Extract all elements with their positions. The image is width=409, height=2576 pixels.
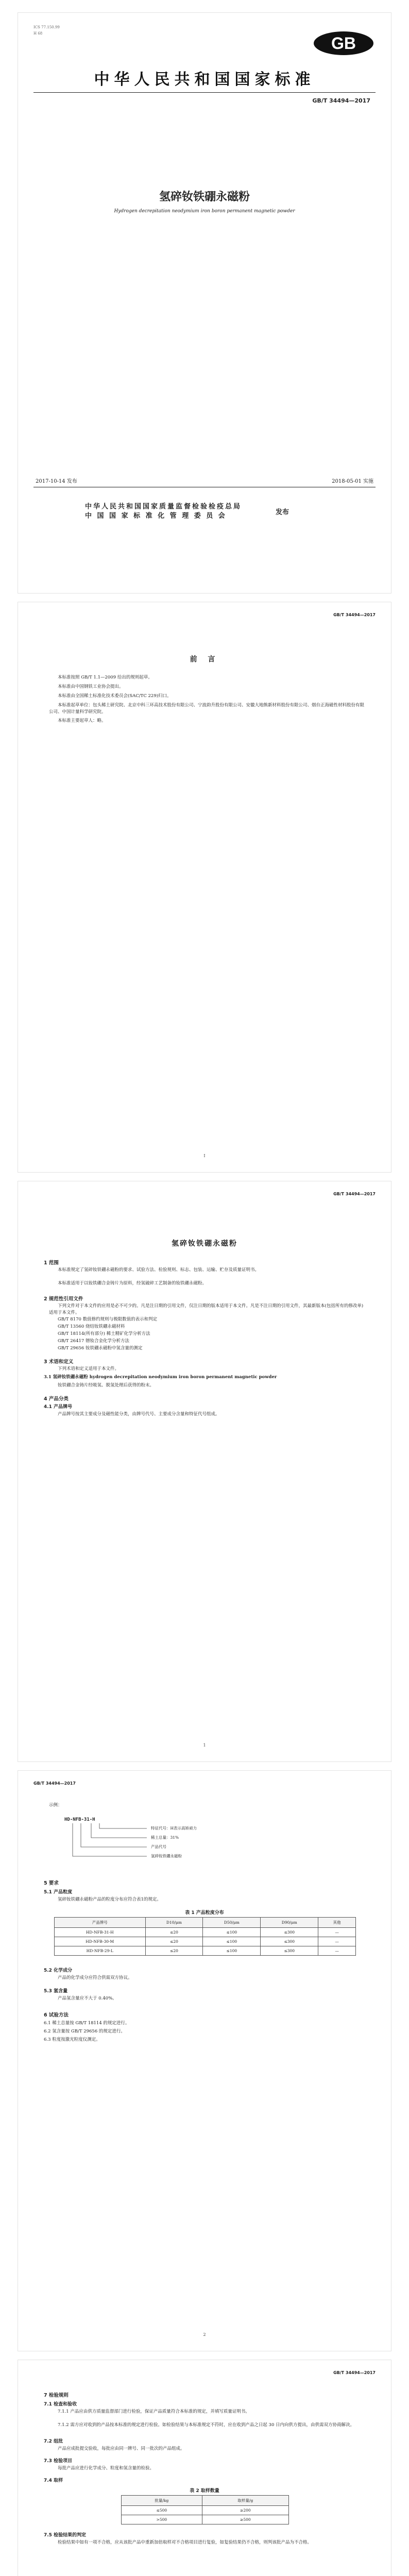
body-para: 6.3 粒度按激光粒度仪测定。 [44,2037,100,2042]
table-cell: ≤500 [122,2506,202,2515]
body-heading: 氢碎钕铁硼永磁粉 [172,1240,237,1248]
document-title-en: Hydrogen decrepitation neodymium iron boron permanent magnetic powder [114,209,295,214]
term-definition: 钕铁硼合金铸片经吸氢、脱氢处理后获得的粉末。 [58,1383,155,1388]
ccs-code: H 68 [33,31,43,36]
reference-item: GB/T 26417 镨钕合金化学分析方法 [58,1338,130,1344]
foreword-page [18,602,391,1173]
body-page-1 [18,1181,391,1762]
page-header-code: GB/T 34494—2017 [333,2370,376,2375]
example-code: HD-NFB-31-H [64,1817,95,1822]
body-para: 6.2 氢含量按 GB/T 29656 的规定进行。 [44,2029,125,2034]
sampling-table [121,2495,289,2524]
section-2-title: 2 规范性引用文件 [44,1296,83,1302]
reference-item: GB/T 18114(所有部分) 稀土精矿化学分析方法 [58,1331,150,1336]
table-cell: HD-NFB-30-M [55,1937,146,1946]
body-para: 下列文件对于本文件的应用是必不可少的。凡是注日期的引用文件，仅注日期的版本适用于本文件。凡是不注日期的引用文件，其最新版本(包括所有的修改单)适用于本文件。 [49,1303,364,1315]
foreword-para: 本标准起草单位：包头稀土研究院、北京中科三环高技术股份有限公司、宁波韵升股份有限公司、安徽大地熊新材料股份有限公司、烟台正海磁性材料股份有限公司、中国计量科学研究院。 [49,703,365,715]
foreword-heading: 前 言 [190,655,219,664]
table-cell: ≥200 [202,2506,288,2515]
table-cell: ≤300 [261,1937,318,1946]
table-header-cell: D90/μm [261,1918,318,1928]
body-para: 每批产品应进行化学成分、粒度和氢含量的检验。 [58,2466,155,2471]
cover-page [18,12,391,594]
table-cell: ≤20 [145,1937,203,1946]
table-cell: ≥500 [202,2515,288,2524]
subsection-title: 7.4 取样 [44,2478,63,2483]
reference-item: GB/T 29656 钕铁硼永磁粉中氢含量的测定 [58,1346,143,1351]
body-para: 检验结果中如有一项不合格，应从该批产品中重新加倍取样对不合格项目进行复验，如复验结果仍不合格，则判该批产品为不合格。 [58,2540,312,2545]
table-header-cell: 产品牌号 [55,1918,146,1928]
page-number: 2 [203,2332,206,2337]
subsection-title: 5.1 产品粒度 [44,1890,73,1895]
foreword-para: 本标准按照 GB/T 1.1—2009 给出的规则起草。 [58,675,152,680]
implement-date: 2018-05-01 实施 [332,479,373,484]
body-para: 6.1 稀土总量按 GB/T 18114 的规定进行。 [44,2021,130,2026]
table-header-row [122,2496,289,2506]
table-header-row [55,1918,356,1928]
body-para: 本标准适用于以钕铁硼合金铸片为原料，经氢破碎工艺制备的钕铁硼永磁粉。 [58,1281,207,1286]
table-cell: ≤300 [261,1946,318,1956]
table-cell: ≤100 [203,1946,261,1956]
subsection-title: 7.3 检验项目 [44,2459,73,2464]
table-row [122,2515,289,2524]
subsection-title: 5.3 氢含量 [44,1989,68,1994]
particle-size-table [54,1917,356,1956]
example-legend: 氢碎钕铁硼永磁粉 [151,1854,182,1858]
example-legend: 特征代号：H表示高矫顽力 [151,1826,197,1831]
foreword-para: 本标准由全国稀土标准化技术委员会(SAC/TC 229)归口。 [58,693,172,699]
page-header-code: GB/T 34494—2017 [333,1192,376,1196]
table-cell: — [318,1937,356,1946]
issuer [85,502,242,521]
table-header-cell: D10/μm [145,1918,203,1928]
table-header-cell: 取样量/g [202,2496,288,2506]
subsection-title: 7.1 检查和验收 [44,2402,77,2407]
table-cell: ≤100 [203,1937,261,1946]
body-para: 产品应成批提交验收，每批应由同一牌号、同一批次的产品组成。 [58,2446,185,2451]
table-header-cell: 批量/kg [122,2496,202,2506]
page-number: 1 [203,1743,206,1748]
table-cell: — [318,1946,356,1956]
body-para: 本标准规定了氢碎钕铁硼永磁粉的要求、试验方法、检验规则、标志、包装、运输、贮存及质量证明书。 [58,1267,260,1273]
foreword-para: 本标准由中国钢铁工业协会提出。 [58,684,124,689]
table-cell: HD-NFB-31-H [55,1928,146,1937]
table-row [55,1928,356,1937]
section-4-title: 4 产品分类 [44,1396,69,1402]
body-para: 7.1.2 需方应对收到的产品按本标准的规定进行检验。如检验结果与本标准规定不符时，应在收到产品之日起 30 日内向供方提出，由供需双方协商解决。 [58,2422,355,2428]
subsection-title: 4.1 产品牌号 [44,1404,73,1410]
table-cell: — [318,1928,356,1937]
body-para: 产品氢含量应不大于 0.40%。 [58,1996,117,2001]
example-legend: 产品代号 [151,1844,166,1849]
section-6-title: 6 试验方法 [44,2012,69,2018]
foreword-para: 本标准主要起草人：略。 [58,718,106,723]
body-para: 氢碎钕铁硼永磁粉产品的粒度分布应符合表1的规定。 [58,1897,161,1902]
table-header-cell: 其他 [318,1918,356,1928]
table-row [55,1946,356,1956]
reference-item: GB/T 8170 数值修约规则与极限数值的表示和判定 [58,1317,158,1322]
divider [33,92,376,93]
table-cell: ≤20 [145,1928,203,1937]
section-7-title: 7 检验规则 [44,2393,69,2398]
body-para: 7.1.1 产品应由供方质量监督部门进行检验，保证产品质量符合本标准的规定，并填写质量证明书。 [58,2409,250,2414]
standard-number: GB/T 34494—2017 [312,97,370,104]
national-standard-title: 中华人民共和国国家标准 [94,71,315,89]
issue-word: 发布 [276,509,289,516]
table-header-cell: D50/μm [203,1918,261,1928]
table-cell: >500 [122,2515,202,2524]
subsection-title: 5.2 化学成分 [44,1968,73,1973]
reference-item: GB/T 13560 烧结钕铁硼永磁材料 [58,1324,125,1329]
ics-code: ICS 77.150.99 [33,25,60,29]
section-1-title: 1 范围 [44,1260,59,1266]
body-para: 下列术语和定义适用于本文件。 [58,1366,120,1371]
table-cell: ≤100 [203,1928,261,1937]
table-row [122,2506,289,2515]
page-number: I [203,1154,206,1158]
section-3-title: 3 术语和定义 [44,1359,74,1365]
table-1-caption: 表 1 产品粒度分布 [185,1910,224,1916]
issuer-line-1: 中华人民共和国国家质量监督检验检疫总局 [85,503,242,511]
issuer-line-2: 中 国 国 家 标 准 化 管 理 委 员 会 [85,512,227,520]
gb-logo-icon [313,30,374,56]
document-title: 氢碎钕铁硼永磁粉 [159,191,250,204]
publish-date: 2017-10-14 发布 [36,479,77,484]
section-5-title: 5 要求 [44,1880,59,1886]
table-cell: ≤300 [261,1928,318,1937]
gb-logo-text: GB [331,34,356,53]
subsection-title: 7.2 组批 [44,2439,63,2444]
term-title: 3.1 氢碎钕铁硼永磁粉 hydrogen decrepitation neodymium iron boron permanent magnetic powder [44,1375,277,1380]
table-cell: ≤20 [145,1946,203,1956]
page-header-code: GB/T 34494—2017 [333,613,376,617]
body-page-2 [18,1770,391,2351]
body-para: 产品牌号按其主要成分及磁性能分类，由牌号代号、主要成分含量和特征代号组成。 [58,1412,220,1417]
page-header-code: GB/T 34494—2017 [33,1781,76,1786]
example-legend: 稀土总量：31% [151,1835,179,1840]
table-2-caption: 表 2 取样数量 [190,2488,219,2494]
brand-structure-diagram [70,1822,147,1863]
example-label: 示例： [49,1803,62,1808]
table-cell: HD-NFB-29-L [55,1946,146,1956]
subsection-title: 7.5 检验结果的判定 [44,2533,87,2538]
body-para: 产品的化学成分应符合供需双方协议。 [58,1975,132,1980]
body-page-3 [18,2360,391,2576]
table-row [55,1937,356,1946]
